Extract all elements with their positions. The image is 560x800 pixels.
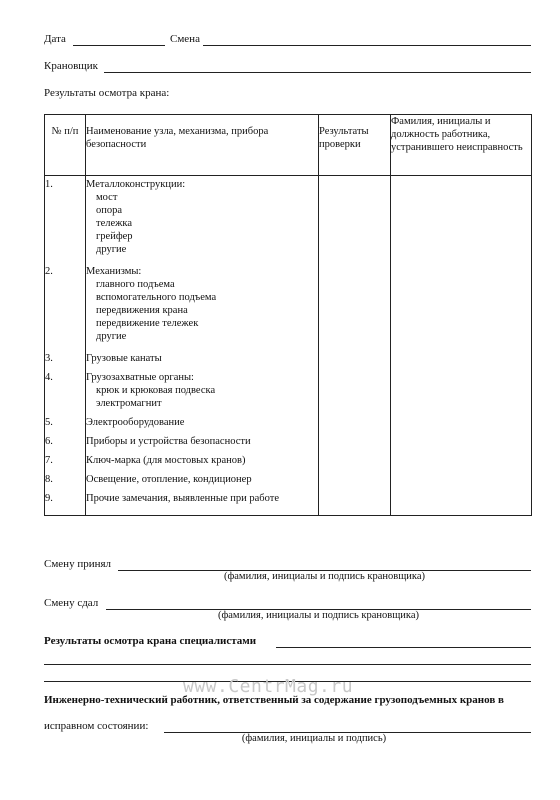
table-header-row xyxy=(45,115,532,176)
shift-accepted-caption: (фамилия, инициалы и подпись крановщика) xyxy=(223,571,426,582)
table-body-row xyxy=(45,176,532,516)
header-result xyxy=(319,115,391,176)
row-number: 5. xyxy=(45,417,53,428)
header-responsible xyxy=(391,115,532,176)
list-item xyxy=(86,265,318,352)
list-item xyxy=(86,473,318,492)
inspection-table xyxy=(44,114,532,516)
result-column-cell[interactable] xyxy=(319,176,391,516)
operator-label: Крановщик xyxy=(44,60,99,72)
list-item xyxy=(86,435,318,454)
sub-item: грейфер xyxy=(96,231,133,242)
header-number xyxy=(45,115,86,176)
date-field-line[interactable] xyxy=(73,45,165,46)
watermark-text: www.CentrMag.ru xyxy=(183,676,354,697)
sub-item: электромагнит xyxy=(96,398,162,409)
sub-item: другие xyxy=(96,331,127,342)
sub-item: опора xyxy=(96,205,123,216)
list-item xyxy=(86,492,318,511)
sub-item: вспомогательного подъема xyxy=(96,292,217,303)
row-number: 3. xyxy=(45,353,53,364)
item-name: Металлоконструкции: xyxy=(86,179,186,190)
list-item xyxy=(86,352,318,371)
sub-item: другие xyxy=(96,244,127,255)
shift-handed-caption: (фамилия, инициалы и подпись крановщика) xyxy=(217,610,420,621)
specialists-line-1[interactable] xyxy=(276,647,531,648)
list-item xyxy=(86,371,318,416)
sub-item: передвижение тележек xyxy=(96,318,199,329)
list-item xyxy=(86,178,318,265)
list-item xyxy=(86,454,318,473)
item-name: Электрооборудование xyxy=(86,417,185,428)
header-result-text: Результаты проверки xyxy=(319,126,369,150)
header-name-text: Наименование узла, механизма, прибора безопасности xyxy=(86,126,269,150)
row-number: 4. xyxy=(45,372,53,383)
sub-item: крюк и крюковая подвеска xyxy=(96,385,216,396)
row-number: 9. xyxy=(45,493,53,504)
item-name: Грузовые канаты xyxy=(86,353,162,364)
date-label: Дата xyxy=(44,33,66,45)
item-name: Механизмы: xyxy=(86,266,142,277)
sub-item: передвижения крана xyxy=(96,305,188,316)
shift-field-line[interactable] xyxy=(203,45,531,46)
shift-accepted-label: Смену принял xyxy=(44,558,112,570)
item-name: Прочие замечания, выявленные при работе xyxy=(86,493,279,504)
header-name xyxy=(86,115,319,176)
sub-item: тележка xyxy=(96,218,133,229)
item-name: Приборы и устройства безопасности xyxy=(86,436,251,447)
shift-label: Смена xyxy=(170,33,200,45)
responsible-column-cell[interactable] xyxy=(391,176,532,516)
row-number: 1. xyxy=(45,179,53,190)
specialists-label: Результаты осмотра крана специалистами xyxy=(44,635,257,647)
shift-handed-label: Смену сдал xyxy=(44,597,99,609)
sub-item: главного подъема xyxy=(96,279,175,290)
row-number: 7. xyxy=(45,455,53,466)
specialists-line-2[interactable] xyxy=(44,664,531,665)
item-name: Грузозахватные органы: xyxy=(86,372,194,383)
row-number: 8. xyxy=(45,474,53,485)
engineer-caption: (фамилия, инициалы и подпись) xyxy=(241,733,387,744)
row-number: 2. xyxy=(45,266,53,277)
sub-item: мост xyxy=(96,192,118,203)
operator-field-line[interactable] xyxy=(104,72,531,73)
engineer-label-line2: исправном состоянии: xyxy=(44,720,149,732)
header-number-text: № п/п xyxy=(51,126,79,137)
item-name: Освещение, отопление, кондиционер xyxy=(86,474,252,485)
item-name: Ключ-марка (для мостовых кранов) xyxy=(86,455,246,466)
number-column xyxy=(45,176,86,516)
results-title: Результаты осмотра крана: xyxy=(44,87,170,99)
row-number: 6. xyxy=(45,436,53,447)
engineer-label-line1: Инженерно-технический работник, ответственный за содержание грузоподъемных кранов в xyxy=(44,694,504,706)
list-item xyxy=(86,416,318,435)
header-responsible-text: Фамилия, инициалы и должность работника, устранившего неисправность xyxy=(391,116,523,153)
name-column xyxy=(86,176,319,516)
